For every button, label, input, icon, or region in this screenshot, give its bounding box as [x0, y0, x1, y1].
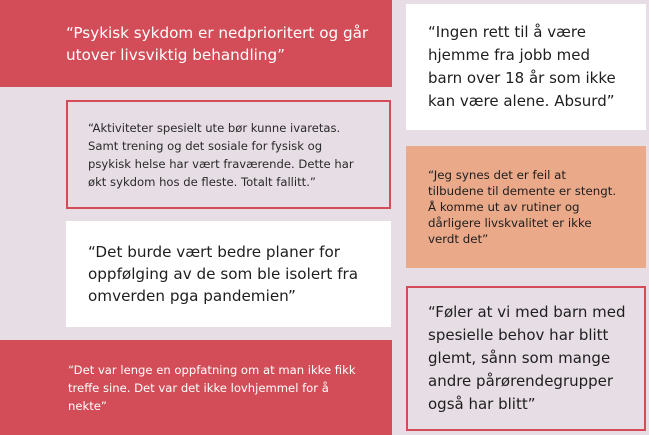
quote-card-mental-illness	[0, 0, 392, 87]
quote-text: “Psykisk sykdom er nedprioritert og går utover livsviktig behandling”	[66, 23, 369, 64]
quote-text: “Jeg synes det er feil at tilbudene til demente er stengt. Å komme ut av rutiner og dårligere livskvalitet er ikke verdt det”	[428, 168, 617, 246]
quote-card-activities	[66, 100, 391, 209]
quote-card-special-needs	[406, 286, 646, 431]
quote-text: “Aktiviteter spesielt ute bør kunne ivaretas. Samt trening og det sosiale for fysisk og psykisk helse har vært fraværende. Dette har økt sykdom hos de fleste. Totalt fallitt.”	[88, 120, 354, 189]
quote-text: “Ingen rett til å være hjemme fra jobb med barn over 18 år som ikke kan være alene. Absurd”	[428, 23, 616, 110]
quote-text: “Føler at vi med barn med spesielle behov har blitt glemt, sånn som mange andre pårørendegrupper også har blitt”	[428, 303, 626, 413]
quote-card-work-leave	[406, 4, 646, 130]
quote-text: “Det burde vært bedre planer for oppfølging av de som ble isolert fra omverden pga pandemien”	[88, 243, 359, 305]
quote-card-visiting	[0, 340, 392, 435]
quote-text: “Det var lenge en oppfatning om at man ikke fikk treffe sine. Det var det ikke lovhjemmel for å nekte”	[68, 362, 356, 413]
quote-card-dementia	[406, 146, 646, 268]
quote-card-isolation-plans	[66, 221, 391, 327]
